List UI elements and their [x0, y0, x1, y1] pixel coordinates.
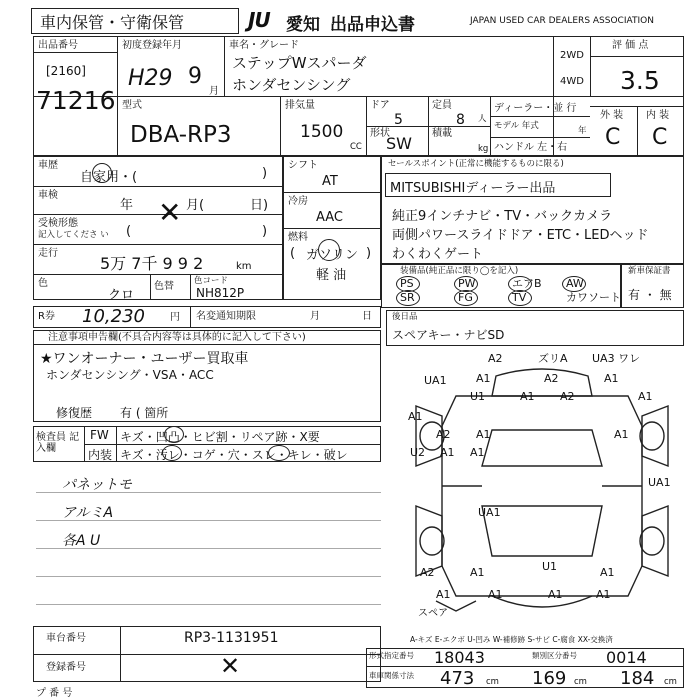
equipment-item: PW	[458, 277, 476, 290]
equipment-item: FG	[458, 291, 473, 304]
model-value: DBA-RP3	[130, 122, 232, 148]
storage-type: 車内保管・守衛保管	[40, 13, 185, 32]
dent-circle	[164, 426, 184, 443]
transfer-open: (	[126, 224, 132, 239]
interior-grade: C	[652, 125, 668, 150]
org-english: JAPAN USED CAR DEALERS ASSOCIATION	[470, 16, 654, 26]
frame-number-value: RP3-1131951	[184, 630, 279, 646]
sales-point-line3: わくわくゲート	[392, 247, 484, 262]
equipment-circle	[562, 276, 586, 292]
fuel-paren-close: )	[366, 246, 372, 261]
car-name-line2: ホンダセンシング	[232, 76, 351, 94]
sales-point-headline: MITSUBISHIディーラー出品	[390, 181, 556, 196]
damage-mark: A1	[488, 588, 503, 601]
name-change-month: 月	[310, 311, 320, 322]
shape-value: SW	[386, 134, 412, 153]
damage-mark: A1	[596, 588, 611, 601]
length-value: 473	[440, 668, 475, 689]
transfer-label: 受検形態	[38, 218, 78, 229]
doors-value: 5	[394, 112, 403, 128]
warranty-label: 新車保証書	[628, 266, 671, 276]
load-label: 積載	[432, 128, 452, 139]
damage-mark: A1	[470, 566, 485, 579]
damage-mark: U1	[470, 390, 486, 403]
class-num-value: 0014	[606, 648, 647, 667]
damage-mark: A1	[614, 428, 629, 441]
accessories-value: スペアキー・ナビSD	[392, 328, 505, 342]
aircon-value: AAC	[316, 210, 343, 225]
sales-point-line2: 両側パワースライドドア・ETC・LEDヘッド	[392, 228, 649, 243]
aircon-label: 冷房	[288, 196, 308, 207]
recycle-label: R券	[38, 311, 55, 322]
reg-number-mark: ✕	[220, 652, 241, 680]
transfer-close: )	[262, 224, 268, 239]
reg-number-label: 登録番号	[46, 662, 86, 673]
displacement-label: 排気量	[285, 100, 315, 111]
spare-label: スペア	[418, 608, 448, 619]
sales-point-line1: 純正9インチナビ・TV・バックカメラ	[392, 209, 613, 224]
equipment-item: PS	[400, 277, 414, 290]
inspection-label: 車検	[38, 190, 58, 201]
drive-2wd: 2WD	[560, 50, 584, 61]
stain-circle	[162, 445, 182, 461]
equipment-item: AW	[566, 277, 584, 290]
warranty-value: 有 ・ 無	[628, 288, 672, 302]
damage-mark: A1	[548, 588, 563, 601]
history-close: )	[262, 166, 268, 181]
handnote-1: パネットモ	[62, 477, 132, 493]
shape-label: 形状	[370, 128, 390, 139]
damage-mark: A2	[436, 428, 451, 441]
inspector-row1: キズ・凹凸・ヒビ割・リペア跡・X要	[120, 430, 320, 444]
damage-mark: A1	[520, 390, 535, 403]
scuff-circle	[268, 445, 290, 461]
gasoline-circle	[318, 239, 340, 261]
interior-label: 内 装	[646, 110, 670, 121]
damage-mark: UA1	[648, 476, 671, 489]
color-label: 色	[38, 278, 48, 289]
history-value: 自家用・(	[80, 170, 138, 185]
fuel-gasoline: ガソリン	[306, 248, 359, 263]
car-name-line1: ステップWスパーダ	[232, 54, 367, 72]
damage-mark: A1	[476, 372, 491, 385]
handle-label: ハンドル 左・右	[494, 142, 568, 153]
width-value: 169	[532, 668, 567, 689]
doors-label: ドア	[370, 100, 390, 111]
damage-mark: A2	[560, 390, 575, 403]
damage-mark: A2	[488, 352, 503, 365]
equipment-circle	[454, 290, 478, 306]
history-label: 車歴	[38, 160, 58, 171]
repair-label: 修復歴	[56, 406, 93, 420]
fuel-label: 燃料	[288, 232, 308, 243]
registration-month: 9	[188, 64, 202, 89]
lot-number: 71216	[36, 86, 116, 115]
inspector-row1-head: FW	[90, 428, 109, 442]
equipment-item: カワソート	[566, 291, 621, 304]
exterior-grade: C	[605, 125, 621, 150]
type-cert-value: 18043	[434, 648, 485, 667]
inspection-year: 年	[120, 198, 134, 213]
color-code-label: 色コード	[194, 276, 229, 286]
model-year-label: モデル 年式	[494, 121, 539, 131]
size-label: 車庫関係寸法	[369, 671, 414, 680]
recycle-value: 10,230	[82, 306, 145, 327]
width-unit: cm	[574, 677, 587, 687]
notes-line1: ★ワンオーナー・ユーザー買取車	[40, 351, 249, 367]
class-num-label: 類別区分番号	[532, 651, 577, 660]
damage-mark: A2	[420, 566, 435, 579]
handnote-2: アルミA	[62, 505, 114, 521]
damage-mark: ズリA	[538, 352, 568, 365]
private-use-circle	[92, 163, 112, 183]
damage-mark: UA3 ワレ	[592, 352, 641, 365]
height-unit: cm	[664, 677, 677, 687]
capacity-value: 8	[456, 112, 465, 128]
mileage-label: 走行	[38, 248, 58, 259]
mileage-value: 5万 7千 9 9 2	[100, 254, 204, 273]
inspection-day: 日)	[250, 198, 269, 213]
damage-mark: A1	[600, 566, 615, 579]
registration-month-unit: 月	[209, 86, 219, 97]
accessories-label: 後日品	[392, 312, 418, 322]
inspector-row2-head: 内装	[88, 448, 113, 462]
length-unit: cm	[486, 677, 499, 687]
shift-value: AT	[322, 174, 338, 189]
fuel-diesel: 軽 油	[316, 268, 347, 283]
org-name: 愛知	[286, 15, 320, 35]
damage-mark: A1	[604, 372, 619, 385]
capacity-label: 定員	[432, 100, 452, 111]
shift-label: シフト	[288, 160, 318, 171]
damage-mark: U1	[542, 560, 558, 573]
type-cert-label: 形式指定番号	[369, 651, 414, 660]
drive-4wd: 4WD	[560, 76, 584, 87]
repair-value: 有 ( 箇所	[120, 406, 169, 420]
damage-mark: A1	[408, 410, 423, 423]
height-value: 184	[620, 668, 655, 689]
damage-mark: UA1	[478, 506, 501, 519]
inspection-month: 月(	[186, 198, 205, 213]
score-label: 評 価 点	[612, 40, 649, 51]
frame-number-label: 車台番号	[46, 633, 86, 644]
damage-mark: UA1	[424, 374, 447, 387]
damage-mark: A1	[638, 390, 653, 403]
lot-sub-number: [2160]	[46, 64, 86, 78]
registration-year: H29	[128, 66, 173, 91]
exterior-label: 外 装	[600, 110, 624, 121]
damage-legend: A-キズ E-エクボ U-凹み W-補修跡 S-サビ C-腐食 XX-交換済	[410, 635, 613, 644]
damage-mark: A1	[440, 446, 455, 459]
damage-mark: A1	[436, 588, 451, 601]
car-name-label: 車名・グレード	[229, 40, 299, 51]
displacement-value: 1500	[300, 122, 344, 142]
displacement-unit: CC	[350, 142, 362, 152]
notes-line2: ホンダセンシング・VSA・ACC	[46, 368, 214, 382]
mileage-unit: km	[236, 261, 252, 272]
recycle-unit: 円	[170, 312, 180, 323]
handnote-3: 各A U	[62, 533, 101, 549]
equipment-label: 装備品(純正品に限り◯を記入)	[400, 266, 519, 276]
sales-point-label: セールスポイント(正常に機能するものに限る)	[388, 159, 564, 169]
color-value: クロ	[108, 288, 135, 303]
damage-mark: A1	[470, 446, 485, 459]
capacity-unit: 人	[478, 114, 487, 124]
equipment-item: SR	[400, 291, 415, 304]
equipment-circle	[396, 290, 420, 306]
load-unit: kg	[478, 144, 489, 154]
damage-mark: A1	[476, 428, 491, 441]
inspector-label: 検査員 記入欄	[36, 432, 80, 454]
equipment-item: TV	[512, 291, 527, 304]
inspection-mark: ✕	[158, 196, 182, 229]
form-title: 出品申込書	[330, 15, 415, 35]
model-year-unit: 年	[578, 126, 587, 136]
inspector-row2: キズ・汚レ・コゲ・穴・スレ・キレ・破レ	[120, 448, 348, 462]
equipment-circle	[508, 290, 532, 306]
registration-label: 初度登録年月	[122, 40, 182, 51]
name-change-day: 日	[362, 311, 372, 322]
footer-label: プ 番 号	[36, 688, 73, 699]
fuel-paren-open: (	[290, 246, 296, 261]
equipment-item: エアB	[512, 277, 542, 290]
color-change-label: 色替	[154, 281, 174, 292]
model-label: 型式	[122, 100, 142, 111]
transfer-note: 記入してくださ い	[38, 230, 109, 240]
score-value: 3.5	[620, 66, 660, 95]
damage-mark: A2	[544, 372, 559, 385]
name-change-label: 名変通知期限	[196, 311, 256, 322]
lot-label: 出品番号	[38, 40, 78, 51]
notes-label: 注意事項申告欄(不具合内容等は具体的に記入して下さい)	[48, 332, 306, 343]
damage-mark: U2	[410, 446, 426, 459]
ju-logo: JU	[248, 8, 270, 32]
color-code-value: NH812P	[196, 286, 245, 300]
dealer-import-label: ディーラー・並 行	[494, 103, 577, 114]
